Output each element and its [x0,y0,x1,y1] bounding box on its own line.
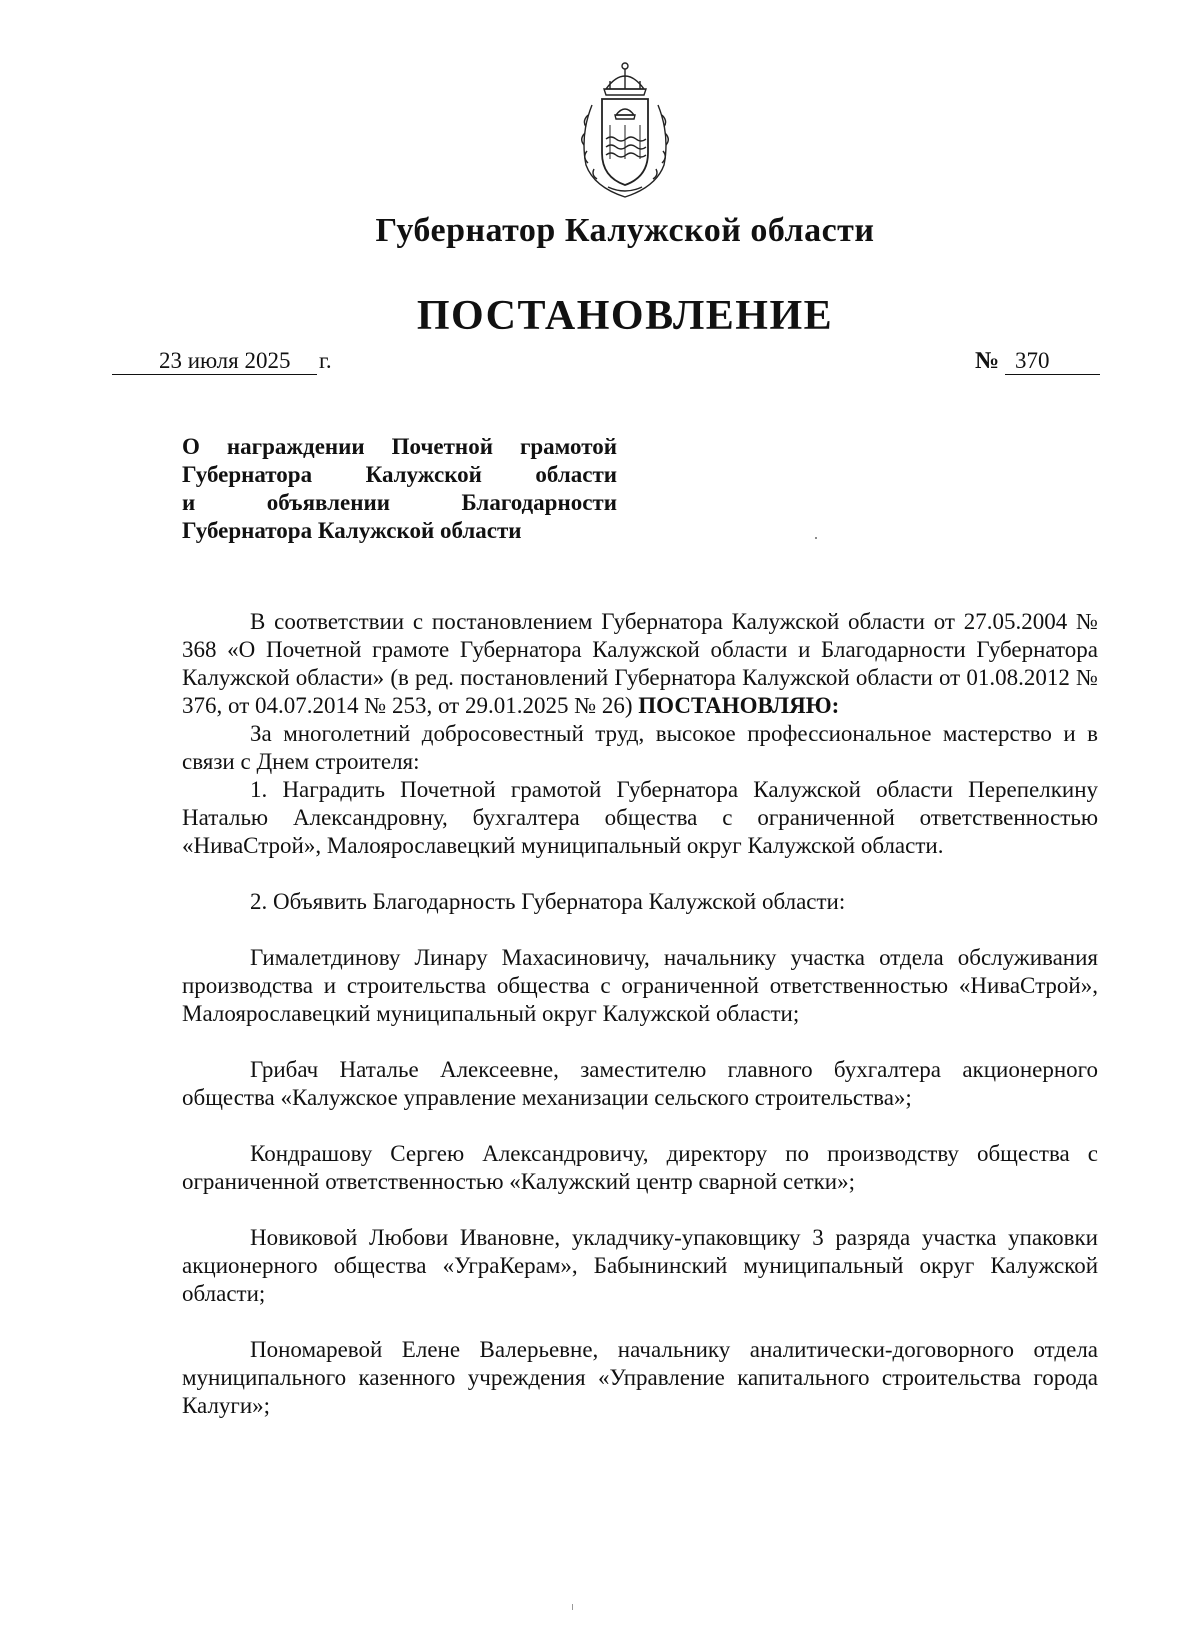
number-sign: № [975,348,1000,374]
document-number-field [975,348,1050,374]
subject-line: и объявлении Благодарности [182,490,617,515]
authority-title: Губернатор Калужской области [375,212,875,249]
reason-paragraph: За многолетний добросовестный труд, высокое профессиональное мастерство и в связи с Днем строителя: [182,721,1098,774]
recipient-paragraph: Гималетдинову Линару Махасиновичу, начальнику участка отдела обслуживания производства и строительства общества с ограниченной ответственностью «НиваСтрой», Малоярославецкий муниципальный округ Калужской области; [182,945,1098,1026]
scan-speck [815,537,817,539]
scan-speck [572,1604,573,1610]
recipient-paragraph: Грибач Наталье Алексеевне, заместителю главного бухгалтера акционерного общества «Калужское управление механизации сельского строительства»; [182,1057,1098,1110]
item-1-paragraph: 1. Наградить Почетной грамотой Губернатора Калужской области Перепелкину Наталью Александровну, бухгалтера общества с ограниченной ответственностью «НиваСтрой», Малоярославецкий муниципальный округ Калужской области. [182,777,1098,858]
date-field [112,348,317,375]
preamble-paragraph [182,608,1098,720]
subject-line: О награждении Почетной грамотой [182,434,617,459]
document-subject [182,433,617,545]
document-type-heading: ПОСТАНОВЛЕНИЕ [416,293,834,339]
item-2-paragraph: 2. Объявить Благодарность Губернатора Калужской области: [250,889,846,914]
preamble-text: В соответствии с постановлением Губернатора Калужской области от 27.05.2004 № 368 «О Почетной грамоте Губернатора Калужской области и Благодарности Губернатора Калужской области» (в ред. постановлений Губернатора Калужской области от 01.08.2012 № 376, от 04.07.2014 № 253, от 29.01.2025 № 26) [182,609,1098,718]
date-suffix: г. [319,348,332,373]
recipient-paragraph: Новиковой Любови Ивановне, укладчику-упаковщику 3 разряда участка упаковки акционерного общества «УграКерам», Бабынинский муниципальный округ Калужской области; [182,1225,1098,1306]
document-body [182,608,1098,1420]
document-number: 370 [1015,348,1050,373]
date-value: 23 июля 2025 [159,348,291,373]
subject-line: Губернатора Калужской области [182,462,617,487]
coat-of-arms-icon [570,55,680,205]
subject-line: Губернатора Калужской области [182,518,522,543]
decree-word: ПОСТАНОВЛЯЮ: [638,693,840,718]
recipient-paragraph: Кондрашову Сергею Александровичу, директору по производству общества с ограниченной ответственностью «Калужский центр сварной сетки»; [182,1141,1098,1194]
recipient-paragraph: Пономаревой Елене Валерьевне, начальнику аналитически-договорного отдела муниципального казенного учреждения «Управление капитального строительства города Калуги»; [182,1337,1098,1418]
